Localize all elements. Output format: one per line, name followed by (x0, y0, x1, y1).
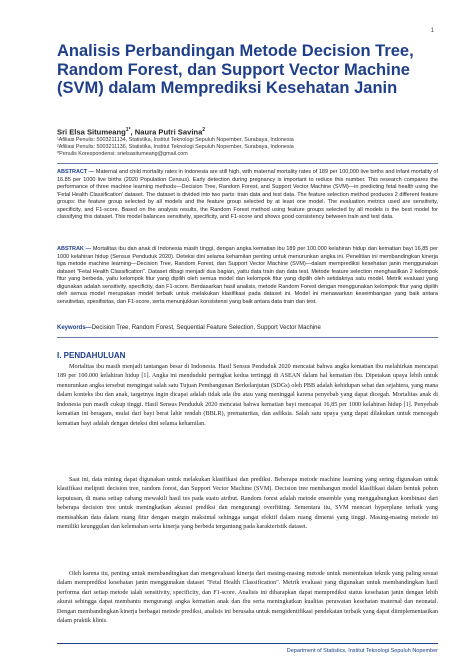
affiliation-2: ²Afiliasi Penulis: 5003211136, Statistika, Institut Teknologi Sepuluh Nopember, Surabaya, Indonesia (57, 144, 294, 150)
author-separator: , (130, 127, 135, 137)
paragraph-1: Mortalitas ibu masih menjadi tantangan besar di Indonesia. Hasil Sensus Penduduk 2020 mencatat bahwa angka kematian ibu melahirkan mencapai 189 per 100.000 kelahiran hidup [1]. Angka ini menduduki peringkat kedua tertinggi di ASEAN dalam hal kematian ibu. Dipetakan upaya lebih untuk menurunkan angka tersebut mengingat salah satu Tujuan Pembangunan Berkelanjutan (SDGs) oleh PBB adalah kehidupan sehat dan sejahtera, yang mana dalam konteks ibu dan anak, targetnya ingin dicapai adalah tidak ada ibu atau yang meninggal karena penyebab yang dapat dicegah. Mortalitas anak di Indonesia pun masih cukup tinggi. Hasil Sensus Penduduk 2020 mencatat bahwa kematian bayi mencapai 16,85 per 1000 kelahiran hidup [1]. Penyebab kematian ini beragam, mulai dari bayi berat lahir rendah (BBLR), prematuritas, dan asfiksia. Salah satu upaya yang dapat dilakukan untuk mencegah kematian bayi adalah dengan deteksi dini selama kehamilan. (57, 364, 438, 427)
author-1-marker: 1* (125, 127, 131, 133)
page-number: 1 (430, 28, 434, 34)
divider-keywords (57, 337, 438, 338)
abstract-id-label: ABSTRAK — (57, 246, 92, 252)
keywords-label: Keywords— (57, 325, 92, 331)
author-2-marker: 2 (202, 127, 206, 133)
divider-top (57, 163, 438, 164)
paragraph-3: Oleh karena itu, penting untuk membandingkan dan mengevaluasi kinerja dari masing-masing metode untuk menentukan teknik yang paling sesuai dalam memprediksi kesehatan janin menggunakan dataset "Fetal Health Classification". Metrik evaluasi yang digunakan untuk membandingkan hasil performa dari setiap metode ialah sensitivity, specificity, dan F1-score. Analisis ini diharapkan dapat memprediksi status kesehatan janin dengan lebih akurat sehingga dapat membantu mengurangi angka kematian anak dan ibu serta meningkatkan kualitas perawatan kesehatan maternal dan neonatal. Dengan membandingkan kinerja berbagai metode prediksi, analisis ini berusaha untuk mengidentifikasi pendekatan terbaik yang dapat diimplementasikan dalam praktik klinis. (57, 571, 438, 625)
footer-rule (57, 643, 438, 644)
corresponding-author: *Penulis Korespondensi: srielsasitumeang@gmail.com (57, 151, 188, 157)
author-1: Sri Elsa Situmeang (57, 127, 126, 137)
abstract-id-text: Mortalitas ibu dan anak di Indonesia masih tinggi, dengan angka kematian ibu 189 per 100.000 kelahiran hidup dan kematian bayi 16,85 per 1000 kelahiran hidup (Sensus Penduduk 2020). Deteksi dini selama kehamilan penting untuk menurunkan angka ini. Penelitian ini membandingkan kinerja tiga metode machine learning—Decision Tree, Random Forest, dan Support Vector Machine (SVM)—dalam memprediksi kesehatan janin menggunakan dataset "Fetal Health Classification". Dataset dibagi menjadi dua bagian, yaitu data train dan data test. Metode feature selection menghasilkan 2 kelompok fitur yang berbeda, yaitu kelompok fitur yang dipilih oleh semua model dan kelompok fitur yang dipilih oleh setidaknya satu model. Metrik evaluasi yang digunakan adalah sensitivity, specificity, dan F1-score. Berdasarkan hasil analisis, metode Random Forest dengan menggunakan kelompok fitur yang dipilih oleh semua model merupakan model terbaik untuk melakukan klasifikasi pada dataset ini. Model ini menawarkan keseimbangan yang baik antara sensitivitas, spesifisitas, dan F1-score, serta menunjukkan konsistensi yang baik antara data train dan test. (57, 246, 438, 305)
keywords (57, 325, 321, 331)
footer-text: Department of Statistics, Institut Teknologi Sepuluh Nopember (286, 648, 438, 654)
author-2: Naura Putri Savina (134, 127, 203, 137)
section-heading: I. PENDAHULUAN (57, 351, 126, 360)
keywords-text: Decision Tree, Random Forest, Sequential Feature Selection, Support Vector Machine (91, 325, 321, 331)
author-line (57, 127, 205, 137)
abstract-en (57, 169, 438, 222)
abstract-en-text: Maternal and child mortality rates in Indonesia are still high, with maternal mortality rates of 189 per 100,000 live births and infant mortality of 16.85 per 1000 live births (2020 Population Census). Early detection during pregnancy is important to reduce this number. This research compares the performance of three machine learning methods—Decision Tree, Random Forest, and Support Vector Machine (SVM)—in predicting fetal health using the 'Fetal Health Classification' dataset. The dataset is divided into two parts: train data and test data. The feature selection method produces 2 different feature groups: the feature group selected by all models and the feature group selected by at least one model. The evaluation metrics used are sensitivity, specificity, and F1-score. Based on the analysis results, the Random Forest method using feature groups selected by all models is the best model for classifying this dataset. This model balances sensitivity, specificity, and F1-score and shows good consistency between train and test data. (57, 169, 438, 220)
paper-title: Analisis Perbandingan Metode Decision Tree, Random Forest, dan Support Vector Machine (SVM) dalam Memprediksi Kesehatan Janin (57, 42, 414, 97)
affiliation-1: ¹Afiliasi Penulis: 5003211134, Statistika, Institut Teknologi Sepuluh Nopember, Surabaya, Indonesia (57, 137, 294, 143)
abstract-en-label: ABSTRACT — (57, 169, 95, 175)
abstract-id (57, 246, 438, 306)
paragraph-2: Saat ini, data mining dapat digunakan untuk melakukan klasifikasi dan prediksi. Beberapa metode machine learning yang sering digunakan untuk klasifikasi meliputi decision tree, random forest, dan Support Vector Machine (SVM). Decision tree membangun model klasifikasi dalam bentuk pohon keputusan, di mana setiap cabang mewakili hasil tes pada suatu atribut. Random forest adalah metode ensemble yang menggabungkan kombinasi dari beberapa decision tree untuk meningkatkan akurasi prediksi dan mengurangi overfitting. Sementara itu, SVM mencari hyperplane terbaik yang memisahkan data dalam ruang fitur dengan margin maksimal sehingga sangat efektif dalam ruang dimensi yang tinggi. Masing-masing metode ini memiliki keunggulan dan kelemahan serta kinerja yang berbeda tergantung pada karakteristik dataset. (57, 477, 438, 531)
